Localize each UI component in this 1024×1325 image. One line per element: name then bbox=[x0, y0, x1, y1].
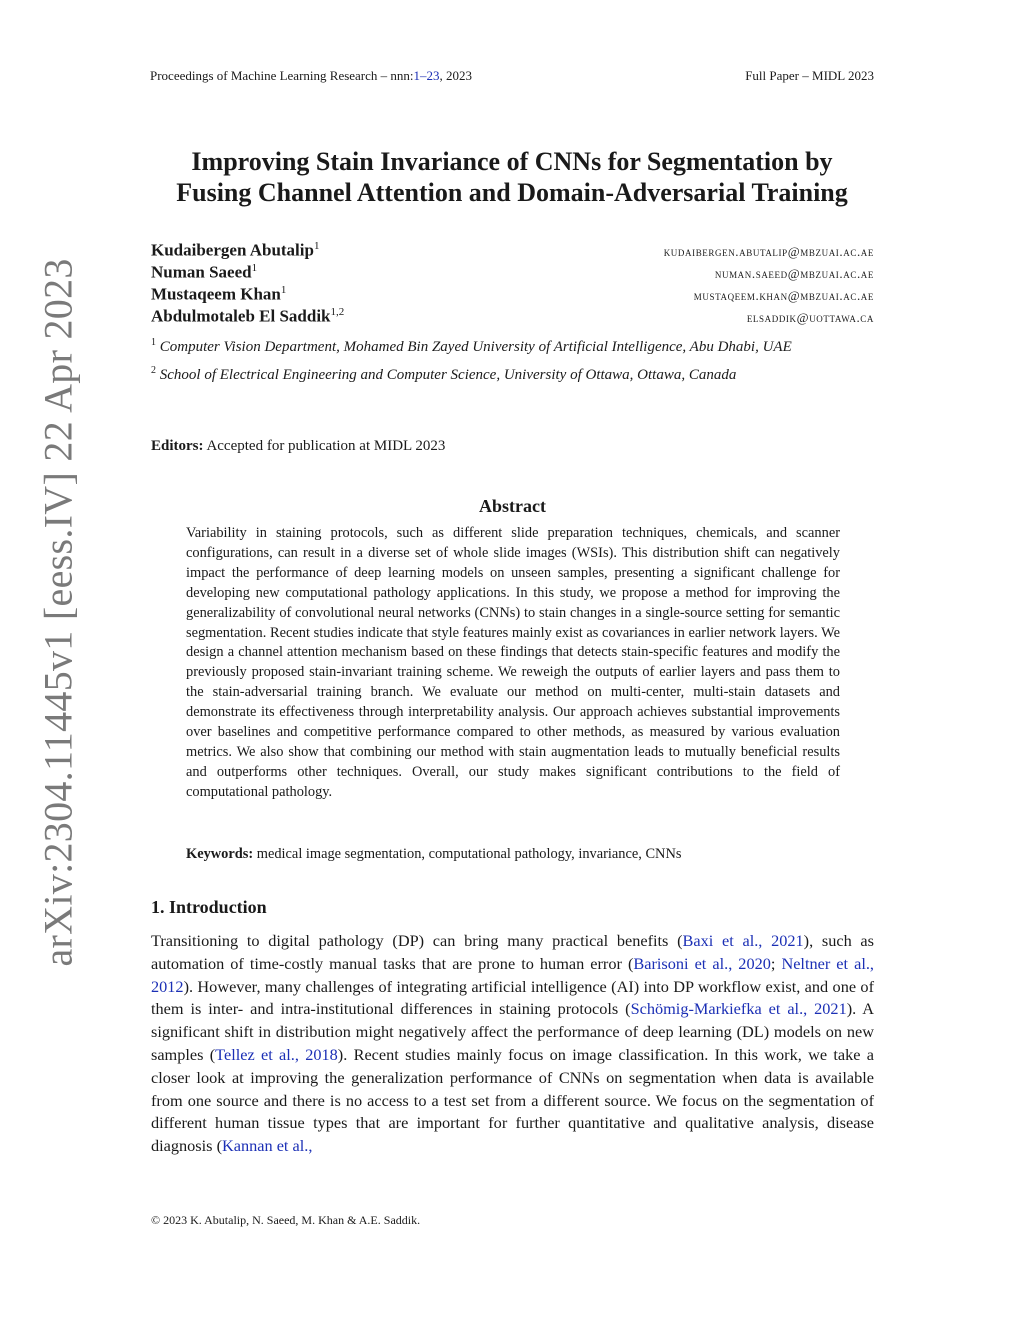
paper-title: Improving Stain Invariance of CNNs for Segmentation by Fusing Channel Attention and Domain-Adversarial Training bbox=[176, 147, 848, 207]
citation-link[interactable]: Kannan et al., bbox=[222, 1136, 313, 1156]
abstract-text: Variability in staining protocols, such as different slide preparation techniques, chemicals, and scanner configurations, can result in a diverse set of whole slide images (WSIs). This distribution shift can negatively impact the performance of deep learning models on unseen samples, presenting a significant challenge for developing new computational pathology applications. In this study, we propose a method for improving the generalizability of convolutional neural networks (CNNs) to stain changes in a single-source setting for semantic segmentation. Recent studies indicate that style features mainly exist as covariances in earlier network layers. We design a channel attention mechanism based on these findings that detects stain-specific features and modify the previously proposed stain-invariant training scheme. We reweigh the outputs of earlier layers and pass them to the stain-adversarial training branch. We evaluate our method on multi-center, multi-stain datasets and demonstrate its effectiveness through interpretability analysis. Our approach achieves substantial improvements over baselines and competitive performance compared to other methods, as measured by various evaluation metrics. We also show that combining our method with stain augmentation leads to mutually beneficial results and outperforms other techniques. Overall, our study makes significant contributions to the field of computational pathology. bbox=[186, 525, 840, 800]
running-header-left: Proceedings of Machine Learning Research – nnn:1–23, 2023 bbox=[150, 68, 473, 83]
citation-link[interactable]: Neltner et al., 2012 bbox=[151, 953, 874, 996]
editors-line: Editors: Accepted for publication at MIDL 2023 bbox=[151, 438, 446, 454]
author-row: Mustaqeem Khan$^1$ mustaqeem.khan@mbzuai.ac.ae bbox=[151, 284, 874, 304]
citation-link[interactable]: Barisoni et al., 2020 bbox=[633, 953, 771, 973]
abstract-heading: Abstract bbox=[479, 496, 546, 516]
introduction-paragraph: Transitioning to digital pathology (DP) can bring many practical benefits (Baxi et al., 2021), such as automation of time-costly manual tasks that are prone to human error (Barisoni et al., 2020; Neltner et al., 2012). However, many challenges of integrating artificial intelligence (AI) into DP workflow exist, and one of them is inter- and intra-institutional differences in staining protocols (Schömig-Markiefka et al., 2021). A significant shift in distribution might negatively affect the performance of deep learning (DL) models on new samples (Tellez et al., 2018). Recent studies mainly focus on image classification. In this work, we take a closer look at improving the generalization performance of CNNs on segmentation when data is available from one source and there is no access to a test set from a different source. We focus on the segmentation of different human tissue types that are important for further quantitative and qualitative analysis, disease diagnosis (Kannan et al., bbox=[151, 931, 875, 1156]
copyright-footer: © 2023 K. Abutalip, N. Saeed, M. Khan & A.E. Saddik. bbox=[151, 1213, 421, 1227]
author-list bbox=[151, 240, 874, 328]
pages-link[interactable]: 1–23 bbox=[413, 68, 440, 83]
author-row: Numan Saeed$^1$ numan.saeed@mbzuai.ac.ae bbox=[151, 262, 874, 282]
author-email[interactable]: elsaddik@uottawa.ca bbox=[746, 309, 874, 325]
running-header-right: Full Paper – MIDL 2023 bbox=[745, 68, 874, 83]
citation-link[interactable]: Tellez et al., 2018 bbox=[215, 1044, 338, 1064]
affiliations bbox=[151, 332, 874, 388]
keywords: Keywords: medical image segmentation, computational pathology, invariance, CNNs bbox=[186, 846, 682, 862]
affiliation-2: $^2$ School of Electrical Engineering and Computer Science, University of Ottawa, Ottawa, Canada bbox=[151, 365, 737, 383]
author-email[interactable]: kudaibergen.abutalip@mbzuai.ac.ae bbox=[663, 243, 874, 259]
affiliation-1: $^1$ Computer Vision Department, Mohamed Bin Zayed University of Artificial Intelligence, Abu Dhabi, UAE bbox=[151, 337, 792, 355]
citation-link[interactable]: Schömig-Markiefka et al., 2021 bbox=[630, 999, 847, 1019]
author-row: Kudaibergen Abutalip$^1$ kudaibergen.abutalip@mbzuai.ac.ae bbox=[151, 240, 874, 260]
author-email[interactable]: mustaqeem.khan@mbzuai.ac.ae bbox=[693, 287, 874, 303]
author-email[interactable]: numan.saeed@mbzuai.ac.ae bbox=[714, 265, 874, 281]
author-row: Abdulmotaleb El Saddik$^{1,2}$ elsaddik@uottawa.ca bbox=[151, 306, 874, 326]
citation-link[interactable]: Baxi et al., 2021 bbox=[682, 931, 804, 950]
section-heading-introduction: 1. Introduction bbox=[151, 897, 267, 917]
